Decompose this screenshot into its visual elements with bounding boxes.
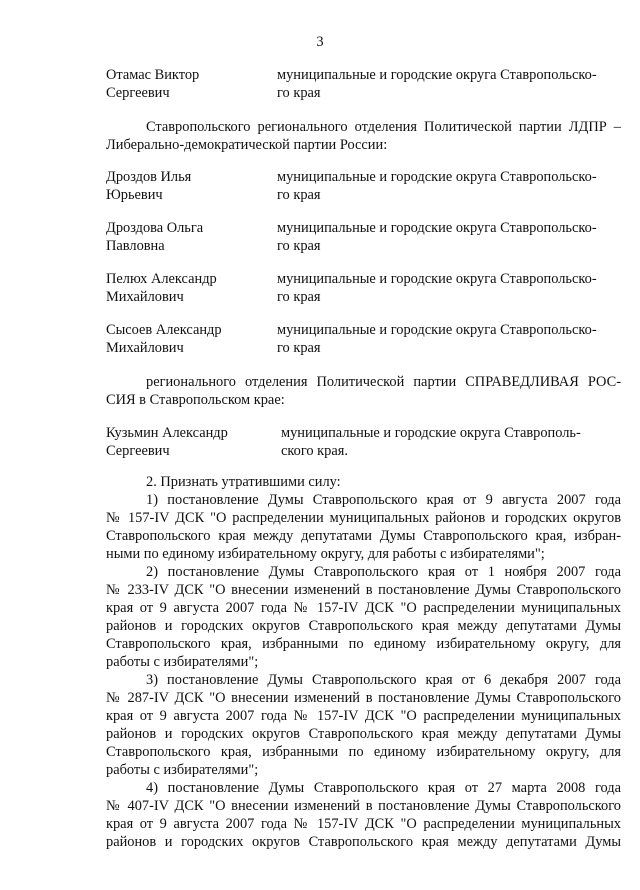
repealed-act-item: 1) постановление Думы Ставропольского края от 9 августа 2007 года № 157-IV ДСК "О распределении муниципальных районов и городских округов Ставропольского края между депутатами Думы Ставропольского края, избран- ными по единому избирательному округу, для работы с избирателями"; bbox=[106, 492, 621, 562]
deputy-assignment: муниципальные и городские округа Ставропольско- го края bbox=[277, 271, 597, 305]
deputy-name: Отамас Виктор Сергеевич bbox=[106, 67, 200, 101]
deputy-name: Дроздов Илья Юрьевич bbox=[106, 169, 192, 203]
deputy-assignment: муниципальные и городские округа Ставропольско- го края bbox=[277, 169, 597, 203]
deputy-assignment: муниципальные и городские округа Ставропольско- го края bbox=[277, 322, 597, 356]
deputy-name: Сысоев Александр Михайлович bbox=[106, 322, 222, 356]
deputy-assignment: муниципальные и городские округа Ставрополь- ского края. bbox=[281, 425, 581, 459]
clause-heading: 2. Признать утратившими силу: bbox=[146, 474, 341, 490]
repealed-act-item: 3) постановление Думы Ставропольского края от 6 декабря 2007 года № 287-IV ДСК "О внесении изменений в постановление Думы Ставропольского края от 9 августа 2007 года № 157-IV ДСК "О распределении муниципальных районов и городских округов Ставропольского края между депутатами Думы Ставропольского края, избранными по единому избирательному округу, для работы с избирателями"; bbox=[106, 672, 621, 778]
repealed-act-item: 2) постановление Думы Ставропольского края от 1 ноября 2007 года № 233-IV ДСК "О внесении изменений в постановление Думы Ставропольского края от 9 августа 2007 года № 157-IV ДСК "О распределении муниципальных районов и городских округов Ставропольского края между депутатами Думы Ставропольского края, избранными по единому избирательному округу, для работы с избирателями"; bbox=[106, 564, 621, 670]
repealed-act-item: 4) постановление Думы Ставропольского края от 27 марта 2008 года № 407-IV ДСК "О внесении изменений в постановление Думы Ставропольского края от 9 августа 2007 года № 157-IV ДСК "О распределении муниципальных районов и городских округов Ставропольского края между депутатами Думы bbox=[106, 780, 621, 850]
page-number: 3 bbox=[316, 34, 324, 50]
party-section-heading: Ставропольского регионального отделения Политической партии ЛДПР – Либерально-демократической партии России: bbox=[106, 119, 621, 153]
deputy-name: Дроздова Ольга Павловна bbox=[106, 220, 204, 254]
deputy-name: Пелюх Александр Михайлович bbox=[106, 271, 217, 305]
deputy-assignment: муниципальные и городские округа Ставропольско- го края bbox=[277, 220, 597, 254]
deputy-assignment: муниципальные и городские округа Ставропольско- го края bbox=[277, 67, 597, 101]
party-section-heading: регионального отделения Политической партии СПРАВЕДЛИВАЯ РОС- СИЯ в Ставропольском крае: bbox=[106, 374, 621, 408]
deputy-name: Кузьмин Александр Сергеевич bbox=[106, 425, 228, 459]
